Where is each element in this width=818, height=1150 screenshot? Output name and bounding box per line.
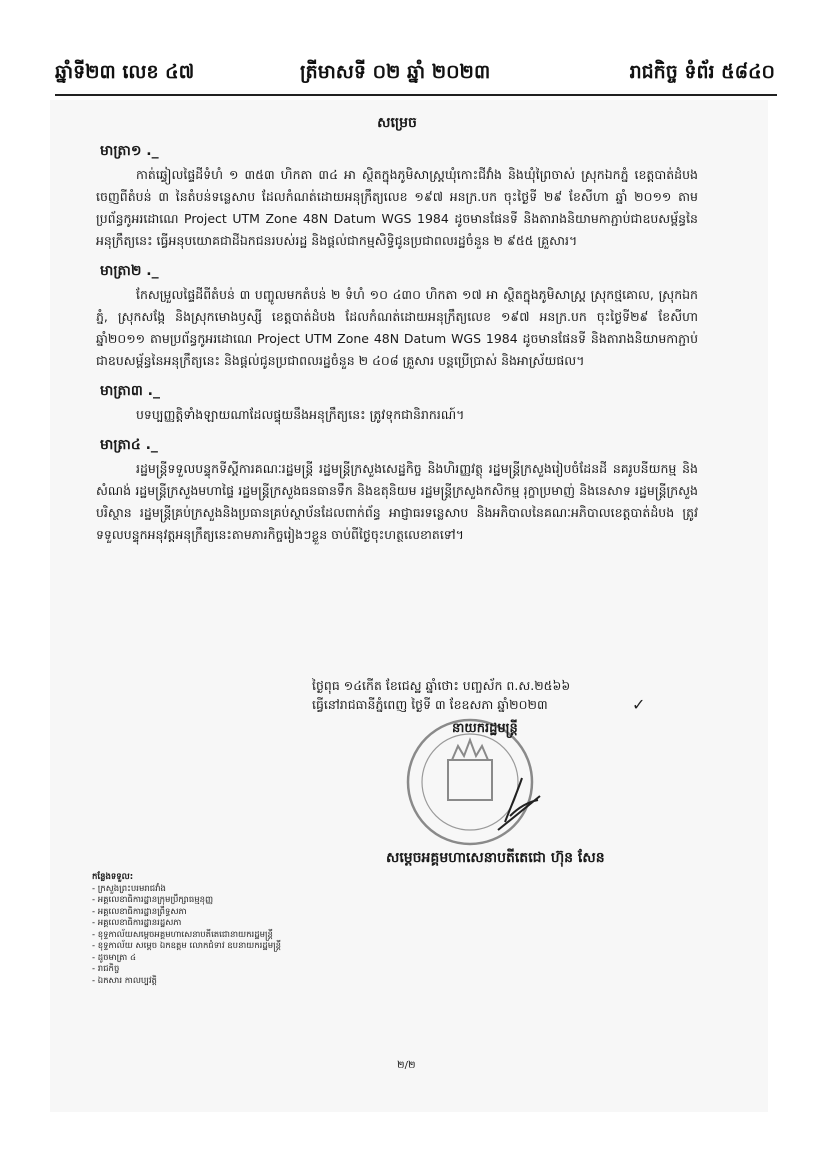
lunar-date: ថ្ងៃពុធ ១៤កើត ខែជេស្ឋ ឆ្នាំថោះ បញ្ចស័ក ព.ស.២៥៦៦ bbox=[312, 678, 571, 693]
recipients-list bbox=[92, 872, 281, 987]
list-item: - អគ្គលេខាធិការដ្ឋានក្រុមប្រឹក្សាធម្មនុញ្ញ bbox=[92, 895, 214, 905]
list-item: - អគ្គលេខាធិការដ្ឋានរដ្ឋសភា bbox=[92, 918, 182, 928]
list-item: - ដូចមាត្រា ៤ bbox=[92, 952, 136, 963]
recipients-heading: កន្លែងទទួល: bbox=[92, 872, 134, 882]
header-divider bbox=[55, 94, 777, 96]
signatory-name: សម្តេចអគ្គមហាសេនាបតីតេជោ ហ៊ុន សែន bbox=[386, 850, 605, 866]
gazette-header bbox=[55, 60, 775, 90]
article-4-text: រដ្ឋមន្ត្រីទទួលបន្ទុកទីស្តីការគណៈរដ្ឋមន្ត្រី រដ្ឋមន្ត្រីក្រសួងសេដ្ឋកិច្ច និងហិរញ្ញវត្ថុ រដ្ឋមន្ត្រីក្រសួងរៀបចំដែនដី នគរូបនីយកម្ម និងសំណង់ រដ្ឋមន្ត្រីក្រសួងមហាផ្ទៃ រដ្ឋមន្ត្រីក្រសួងធនធានទឹក និងឧតុនិយម រដ្ឋមន្ត្រីក្រសួងកសិកម្ម រុក្ខាប្រមាញ់ និងនេសាទ រដ្ឋមន្ត្រីក្រសួងបរិស្ថាន រដ្ឋមន្ត្រីគ្រប់ក្រសួងនិងប្រធានគ្រប់ស្ថាប័នដែលពាក់ព័ន្ធ អាជ្ញាធរទន្លេសាប និងអភិបាលនៃគណៈអភិបាលខេត្តបាត់ដំបង ត្រូវទទួលបន្ទុកអនុវត្តអនុក្រឹត្យនេះតាមភារកិច្ចរៀងៗខ្លួន ចាប់ពីថ្ងៃចុះហត្ថលេខាតទៅ។ bbox=[96, 461, 698, 542]
list-item: - ខុទ្ទកាល័យសម្តេចអគ្គមហាសេនាបតីតេជោនាយករដ្ឋមន្ត្រី bbox=[92, 929, 273, 940]
article-3-heading: មាត្រា៣ ._ bbox=[100, 383, 160, 399]
article-2-text: កែសម្រួលផ្ទៃដីពីតំបន់ ៣ បញ្ចូលមកតំបន់ ២ ទំហំ ១០ ៤៣០ ហិកតា ១៧ អា ស្ថិតក្នុងភូមិសាស្ត្រ ស្រុកថ្មគោល, ស្រុកឯកភ្នំ, ស្រុកសង្កែ និងស្រុកមោងឫស្សី ខេត្តបាត់ដំបង ដែលកំណត់ដោយអនុក្រឹត្យលេខ ១៩៧ អនក្រ.បក ចុះថ្ងៃទី២៩ ខែសីហា ឆ្នាំ២០១១ តាមប្រព័ន្ធកូអរដោណេ Project UTM Zone 48N Datum WGS 1984 ដូចមានផែនទី និងតារាងនិយាមកាភ្ជាប់ជាឧបសម្ព័ន្ធនៃអនុក្រឹត្យនេះ និងផ្តល់ជូនប្រជាពលរដ្ឋចំនួន ២ ៤០៨ គ្រួសារ បន្តប្រើប្រាស់ និងអាស្រ័យផល។ bbox=[96, 287, 698, 368]
decision-body bbox=[96, 112, 698, 554]
list-item: - ខុទ្ទកាល័យ សម្តេច ឯកឧត្តម លោកជំទាវ ឧបនាយករដ្ឋមន្ត្រី bbox=[92, 941, 282, 951]
list-item: - អគ្គលេខាធិការដ្ឋានព្រឹទ្ធសភា bbox=[92, 906, 187, 917]
decision-title: សម្រេច bbox=[377, 115, 417, 131]
place-date: ធ្វើនៅរាជធានីភ្នំពេញ ថ្ងៃទី ៣ ខែឧសភា ឆ្នាំ២០២៣ bbox=[312, 697, 548, 712]
gazette-page: រាជកិច្ច ទំព័រ ៥៨៤០ bbox=[629, 61, 775, 83]
article-3-text: បទប្បញ្ញត្តិទាំងឡាយណាដែលផ្ទុយនឹងអនុក្រឹត្យនេះ ត្រូវទុកជានិរាករណ៍។ bbox=[136, 407, 465, 422]
checkmark-icon: ✓ bbox=[632, 695, 646, 714]
quarter-year: ត្រីមាសទី ០២ ឆ្នាំ ២០២៣ bbox=[300, 61, 491, 83]
page-number: ២/២ bbox=[397, 1060, 416, 1071]
signatory-title: នាយករដ្ឋមន្ត្រី bbox=[452, 721, 518, 736]
signing-dates bbox=[312, 676, 570, 714]
list-item: - ឯកសារ កាលប្បវត្តិ bbox=[92, 975, 157, 986]
article-2-heading: មាត្រា២ ._ bbox=[100, 263, 159, 279]
article-4-heading: មាត្រា៤ ._ bbox=[100, 437, 158, 453]
list-item: - រាជកិច្ច bbox=[92, 964, 120, 974]
list-item: - ក្រសួងព្រះបរមរាជវាំង bbox=[92, 883, 166, 894]
article-1-heading: មាត្រា១ ._ bbox=[100, 143, 159, 159]
article-1-text: កាត់ឆ្វៀលផ្ទៃដីទំហំ ១ ៣៥៣ ហិកតា ៣៤ អា ស្ថិតក្នុងភូមិសាស្ត្រឃុំកោះជីវាំង និងឃុំព្រៃចាស់ ស្រុកឯកភ្នំ ខេត្តបាត់ដំបង ចេញពីតំបន់ ៣ នៃតំបន់ទន្លេសាប ដែលកំណត់ដោយអនុក្រឹត្យលេខ ១៩៧ អនក្រ.បក ចុះថ្ងៃទី ២៩ ខែសីហា ឆ្នាំ ២០១១ តាមប្រព័ន្ធកូអរដោណេ Project UTM Zone 48N Datum WGS 1984 ដូចមានផែនទី និងតារាងនិយាមកាភ្ជាប់ជាឧបសម្ព័ន្ធនៃអនុក្រឹត្យនេះ ធ្វើអនុបយោគជាដីឯកជនរបស់រដ្ឋ និងផ្តល់ជាកម្មសិទ្ធិជូនប្រជាពលរដ្ឋចំនួន ២ ៩៥៥ គ្រួសារ។ bbox=[96, 167, 698, 248]
issue-number: ឆ្នាំទី២៣ លេខ ៤៧ bbox=[55, 61, 195, 83]
